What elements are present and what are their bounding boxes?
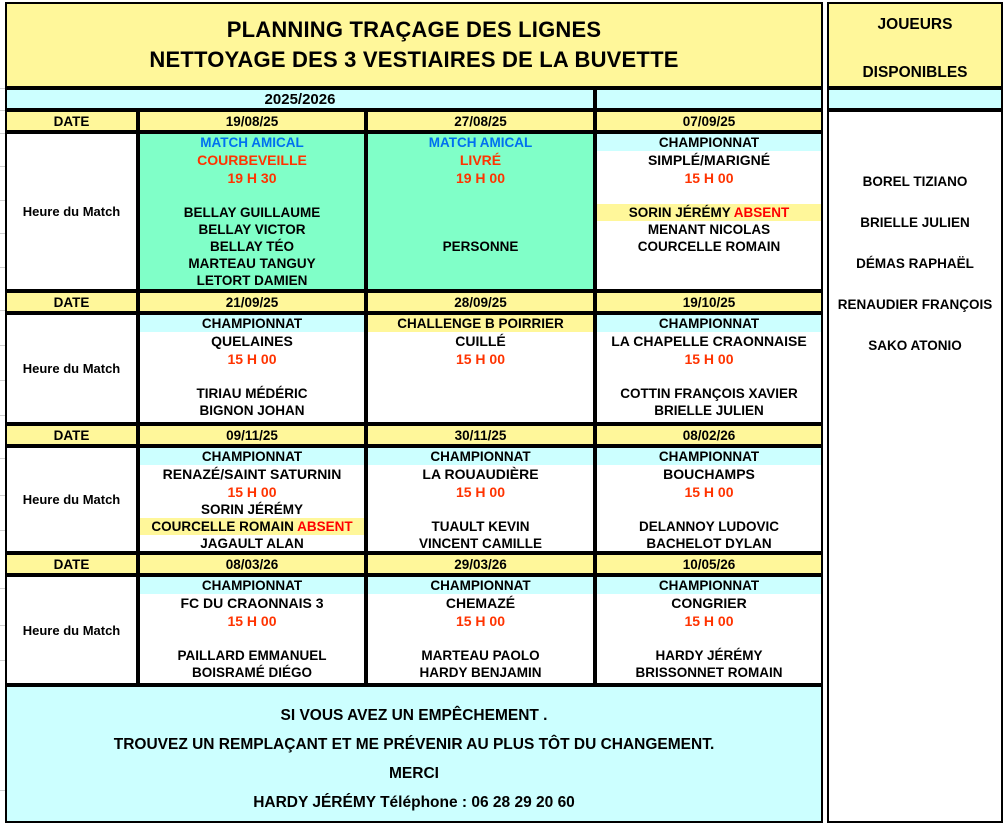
spacer [368,221,593,238]
match-cell [595,446,823,553]
season-row-filler [595,88,823,110]
match-cell [138,132,366,291]
kickoff-time: 19 H 30 [227,170,277,186]
opponent-label: COURBEVEILLE [197,152,307,168]
heure-label-cell: Heure du Match [5,446,138,553]
players-header-line2: DISPONIBLES [862,64,968,81]
spacer [597,501,821,518]
assigned-player: BACHELOT DYLAN [646,536,772,551]
footer-line-3: MERCI [389,765,439,782]
match-cell [366,446,595,553]
opponent-label: LA ROUAUDIÈRE [422,466,539,482]
competition-label: MATCH AMICAL [200,135,304,150]
match-cell [366,575,595,685]
assigned-player: BOISRAMÉ DIÉGO [191,665,312,680]
assigned-player: BIGNON JOHAN [199,403,305,418]
page-title [5,2,823,88]
assigned-player: PERSONNE [442,239,519,254]
match-date-cell: 19/08/25 [138,110,366,132]
spacer [597,368,821,385]
date-label-cell: DATE [5,110,138,132]
assigned-player: MARTEAU PAOLO [421,648,540,663]
spacer [368,630,593,647]
assigned-player [140,518,364,535]
assigned-player: VINCENT CAMILLE [419,536,542,551]
match-date-cell: 10/05/26 [595,553,823,575]
match-cell [366,132,595,291]
assigned-player: TIRIAU MÉDÉRIC [196,386,308,401]
available-player-name: SAKO ATONIO [868,338,962,353]
available-players-list [829,112,1001,353]
match-date-cell: 07/09/25 [595,110,823,132]
match-cell [595,132,823,291]
match-date-cell: 21/09/25 [138,291,366,313]
kickoff-time: 15 H 00 [684,613,734,629]
spacer [368,368,593,385]
kickoff-time: 15 H 00 [455,613,506,629]
season-row-filler-right [827,88,1003,110]
heure-label-cell: Heure du Match [5,132,138,291]
assigned-player: PAILLARD EMMANUEL [177,648,327,663]
opponent-label: BOUCHAMPS [663,466,755,482]
opponent-label: RENAZÉ/SAINT SATURNIN [162,466,342,482]
page-title-line2: NETTOYAGE DES 3 VESTIAIRES DE LA BUVETTE [149,47,679,72]
date-label-cell: DATE [5,424,138,446]
date-label-cell: DATE [5,291,138,313]
competition-label: CHALLENGE B POIRRIER [368,315,593,332]
competition-label: CHAMPIONNAT [368,577,593,594]
competition-label: CHAMPIONNAT [597,315,821,332]
assigned-player: HARDY BENJAMIN [419,665,542,680]
assigned-player: BELLAY VICTOR [198,222,306,237]
opponent-label: CUILLÉ [455,333,506,349]
match-date-cell: 08/02/26 [595,424,823,446]
footer-line-2: TROUVEZ UN REMPLAÇANT ET ME PRÉVENIR AU PLUS TÔT DU CHANGEMENT. [113,736,715,753]
heure-label-cell: Heure du Match [5,313,138,424]
assigned-player: TUAULT KEVIN [431,519,530,534]
available-player-name: BOREL TIZIANO [862,174,968,189]
players-header-line1: JOUEURS [877,16,953,33]
assigned-player: BRIELLE JULIEN [654,403,764,418]
players-header [827,2,1003,88]
assigned-player: SORIN JÉRÉMY [200,502,304,517]
available-player-name: BRIELLE JULIEN [860,215,970,230]
spacer [368,204,593,221]
assigned-player: HARDY JÉRÉMY [655,648,763,663]
spacer [140,187,364,204]
match-date-cell: 27/08/25 [366,110,595,132]
footer-line-4: HARDY JÉRÉMY Téléphone : 06 28 29 20 60 [253,794,575,811]
match-date-cell: 19/10/25 [595,291,823,313]
heure-label-cell: Heure du Match [5,575,138,685]
competition-label: CHAMPIONNAT [140,315,364,332]
kickoff-time: 15 H 00 [227,484,277,500]
kickoff-time: 15 H 00 [455,484,506,500]
date-label-cell: DATE [5,553,138,575]
spacer [368,187,593,204]
assigned-player: COTTIN FRANÇOIS XAVIER [620,386,798,401]
kickoff-time: 15 H 00 [684,484,734,500]
absent-badge: ABSENT [297,519,353,534]
kickoff-time: 15 H 00 [227,351,277,367]
opponent-label: CHEMAZÉ [445,595,516,611]
assigned-player [597,204,821,221]
competition-label: CHAMPIONNAT [140,577,364,594]
match-date-cell: 29/03/26 [366,553,595,575]
assigned-player-name: SORIN JÉRÉMY [628,205,734,220]
kickoff-time: 15 H 00 [455,351,506,367]
match-date-cell: 08/03/26 [138,553,366,575]
opponent-label: LA CHAPELLE CRAONNAISE [611,333,807,349]
season-row: 2025/2026 [5,88,595,110]
available-player-name: RENAUDIER FRANÇOIS [837,297,993,312]
competition-label: CHAMPIONNAT [597,577,821,594]
assigned-player: DELANNOY LUDOVIC [638,519,779,534]
opponent-label: SIMPLÉ/MARIGNÉ [647,152,771,168]
available-player-name: DÉMAS RAPHAËL [856,256,974,271]
competition-label: CHAMPIONNAT [597,448,821,465]
match-cell [366,313,595,424]
absent-badge: ABSENT [733,205,790,220]
match-cell [595,313,823,424]
assigned-player: BELLAY TÉO [209,239,295,254]
kickoff-time: 19 H 00 [455,170,506,186]
assigned-player: JAGAULT ALAN [200,536,304,551]
assigned-player-name: COURCELLE ROMAIN [151,519,298,534]
assigned-player: COURCELLE ROMAIN [637,239,781,254]
competition-label: CHAMPIONNAT [368,448,593,465]
match-date-cell: 30/11/25 [366,424,595,446]
competition-label: CHAMPIONNAT [597,134,821,151]
match-date-cell: 28/09/25 [366,291,595,313]
footer-line-1: SI VOUS AVEZ UN EMPÊCHEMENT . [280,707,548,724]
spacer [597,630,821,647]
opponent-label: LIVRÉ [459,152,502,168]
opponent-label: FC DU CRAONNAIS 3 [180,595,324,611]
assigned-player: MENANT NICOLAS [647,222,771,237]
available-players-column [827,110,1003,823]
match-cell [138,313,366,424]
assigned-player: MARTEAU TANGUY [188,256,316,271]
opponent-label: CONGRIER [671,595,747,611]
kickoff-time: 15 H 00 [684,351,734,367]
competition-label: CHAMPIONNAT [140,448,364,465]
assigned-player: BELLAY GUILLAUME [183,205,321,220]
assigned-player: BRISSONNET ROMAIN [635,665,783,680]
competition-label: MATCH AMICAL [428,135,533,150]
spacer [597,187,821,204]
match-cell [595,575,823,685]
spacer [140,368,364,385]
kickoff-time: 15 H 00 [684,170,734,186]
footer-notice [5,685,823,823]
opponent-label: QUELAINES [211,333,293,349]
page-title-line1: PLANNING TRAÇAGE DES LIGNES [226,16,602,42]
match-cell [138,575,366,685]
kickoff-time: 15 H 00 [227,613,277,629]
spacer [368,501,593,518]
match-date-cell: 09/11/25 [138,424,366,446]
match-cell [138,446,366,553]
assigned-player: LETORT DAMIEN [196,273,308,288]
spacer [140,630,364,647]
